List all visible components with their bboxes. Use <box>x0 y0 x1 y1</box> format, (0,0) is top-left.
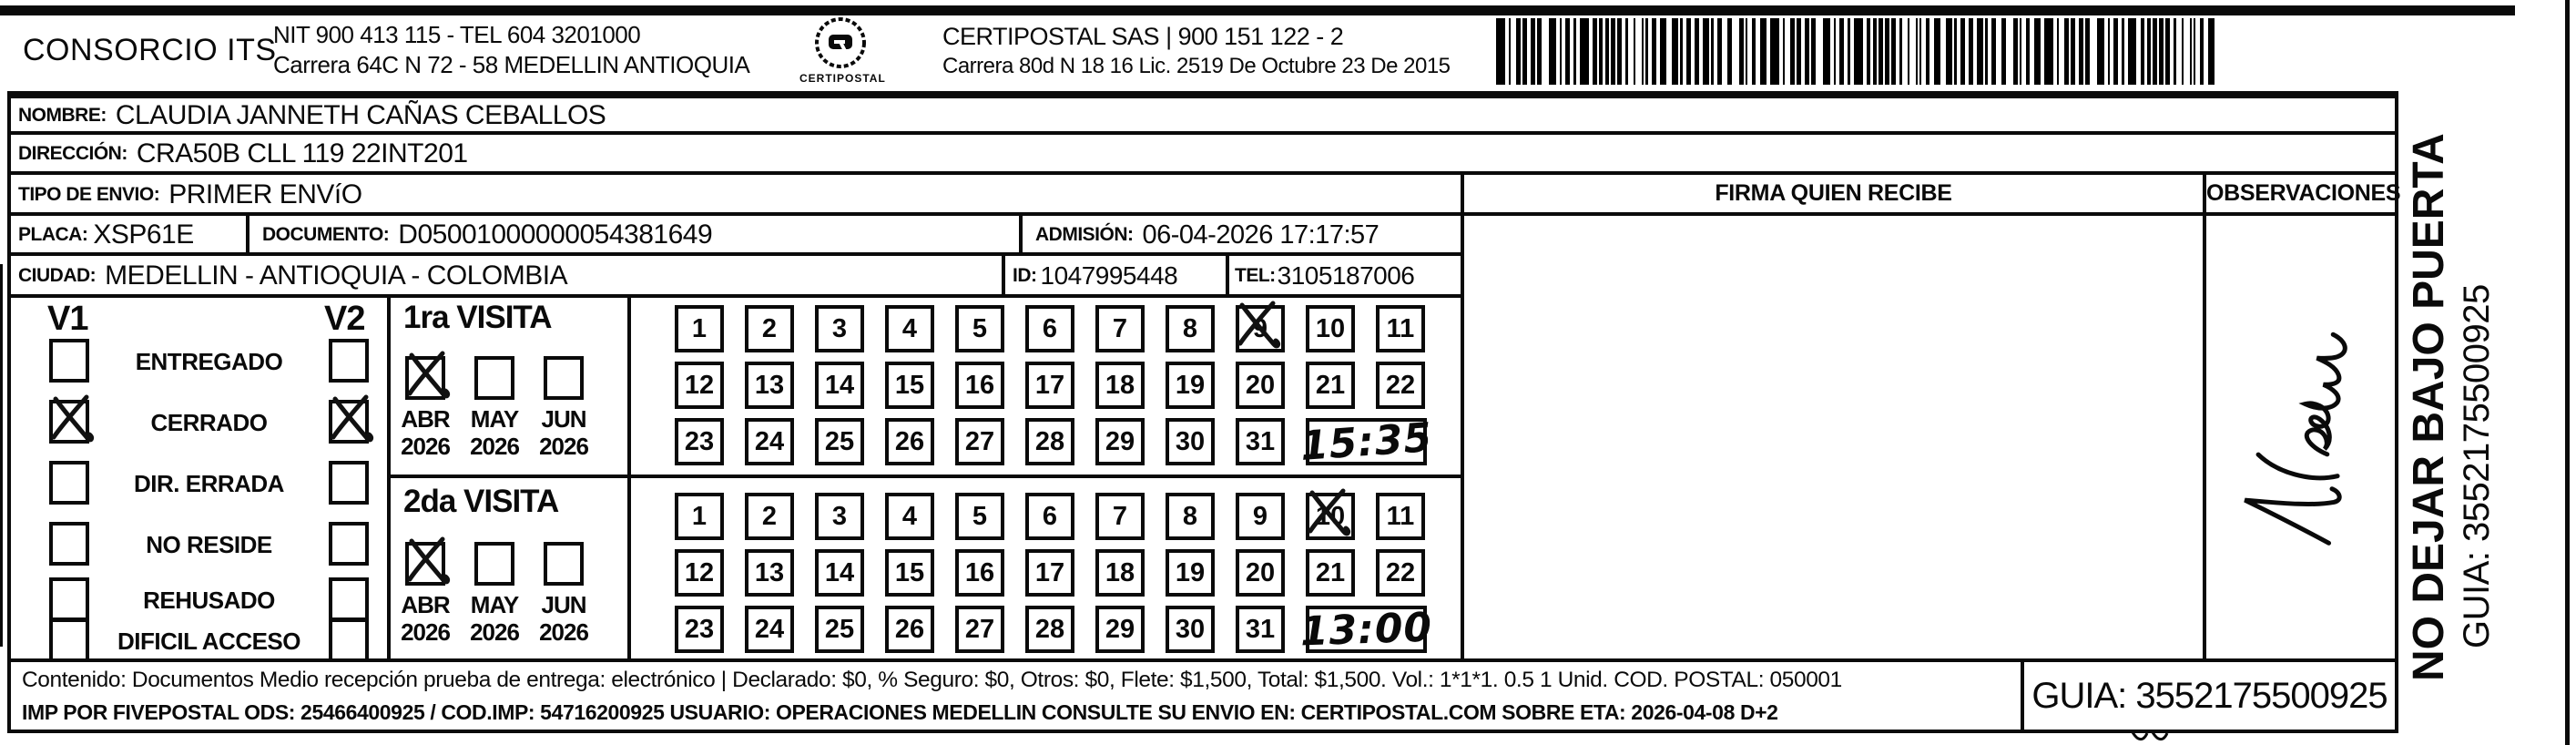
field-placa-value: XSP61E <box>93 219 194 250</box>
day-cell: 8 <box>1166 305 1215 352</box>
barcode-bar <box>2026 18 2031 85</box>
barcode-bar <box>1711 18 1713 85</box>
barcode-bar <box>1496 18 1505 85</box>
status-checkbox-v2-cerrado <box>329 400 369 444</box>
field-tipo-envio <box>7 171 1464 216</box>
company-brand: CONSORCIO ITS <box>23 33 277 67</box>
month-year-label: 2026 <box>470 433 519 460</box>
day-cell: 17 <box>1025 549 1074 597</box>
bottom-scan-mark <box>2131 729 2185 741</box>
day-cell: 27 <box>955 418 1004 465</box>
barcode-bar <box>2190 18 2192 85</box>
day-cell: 30 <box>1166 606 1215 653</box>
firma-body-cell <box>1461 212 2206 662</box>
handwritten-x-mark <box>1303 489 1350 536</box>
day-cell: 23 <box>675 606 724 653</box>
month-label: ABR <box>401 405 450 433</box>
day-cell: 7 <box>1095 305 1145 352</box>
barcode-bar <box>1805 18 1809 85</box>
field-admision-value: 06-04-2026 17:17:57 <box>1142 219 1380 250</box>
day-cell: 22 <box>1376 549 1425 597</box>
observaciones-header-cell <box>2203 171 2401 216</box>
barcode-bar <box>2122 18 2123 85</box>
field-nombre <box>7 91 2398 135</box>
barcode-bar <box>1954 18 1956 85</box>
company-nit-line: NIT 900 413 115 - TEL 604 3201000 <box>273 21 641 48</box>
barcode-bar <box>1899 18 1901 85</box>
day-cell: 24 <box>745 606 794 653</box>
day-cell-crossed: 9 <box>1236 305 1285 352</box>
month-year-label: 2026 <box>401 433 450 460</box>
day-cell: 19 <box>1166 362 1215 409</box>
barcode-bar <box>1599 18 1604 85</box>
visit-time-handwritten: 13:00 <box>1299 603 1433 656</box>
barcode-bar <box>1916 18 1918 85</box>
status-label: ENTREGADO <box>135 348 283 375</box>
field-direccion-label: DIRECCIÓN: <box>18 143 127 164</box>
field-tipo-envio-value: PRIMER ENVíO <box>168 179 362 209</box>
barcode-bar <box>2071 18 2075 85</box>
barcode-bar <box>1985 18 1987 85</box>
day-cell: 2 <box>745 493 794 540</box>
barcode-bar <box>1660 18 1666 85</box>
footer-guia-value: GUIA: 3552175500925 <box>2031 675 2388 716</box>
barcode-bar <box>1686 18 1691 85</box>
barcode-bar <box>1537 18 1542 85</box>
day-cell: 10 <box>1306 305 1355 352</box>
barcode-bar <box>1908 18 1909 85</box>
month-label: JUN <box>541 591 586 618</box>
logo-ring-icon <box>812 15 869 71</box>
barcode-bar <box>1573 18 1575 85</box>
status-label: CERRADO <box>150 409 268 436</box>
barcode-bar <box>1549 18 1555 85</box>
field-id-label: ID: <box>1013 265 1037 286</box>
status-label: DIR. ERRADA <box>134 470 284 497</box>
barcode-bar <box>2034 18 2041 85</box>
barcode-bar <box>1934 18 1940 85</box>
handwritten-x-mark <box>1233 301 1280 349</box>
barcode-bar <box>1522 18 1527 85</box>
barcode-bar <box>1703 18 1709 85</box>
barcode-bar <box>2141 18 2145 85</box>
field-ciudad <box>7 252 1005 298</box>
barcode-bar <box>1652 18 1656 85</box>
day-cell: 7 <box>1095 493 1145 540</box>
barcode-bar <box>1580 18 1589 85</box>
barcode-bar <box>2085 18 2090 85</box>
month-checkbox-may <box>474 356 514 400</box>
barcode-bar <box>2128 18 2137 85</box>
barcode-bar <box>1919 18 1921 85</box>
day-cell: 6 <box>1025 493 1074 540</box>
visit2-day-grid <box>627 475 1464 662</box>
month-checkbox-abr <box>405 542 445 586</box>
barcode-bar <box>1891 18 1896 85</box>
day-cell: 8 <box>1166 493 1215 540</box>
logo-label: CERTIPOSTAL <box>799 72 886 85</box>
month-checkbox-jun <box>544 542 584 586</box>
sidebar-guia: GUIA: 3552175500925 <box>2457 284 2497 648</box>
v1-column-header: V1 <box>47 300 88 338</box>
month-label: JUN <box>541 405 586 433</box>
footer-guia-cell <box>2021 658 2398 733</box>
barcode-bar <box>1977 18 1983 85</box>
barcode-bar <box>1879 18 1883 85</box>
status-label: DIFICIL ACCESO <box>117 628 300 655</box>
field-documento-value: D05001000000054381649 <box>398 219 713 250</box>
field-id <box>1002 252 1229 298</box>
day-cell: 23 <box>675 418 724 465</box>
barcode-bar <box>1839 18 1844 85</box>
day-cell: 18 <box>1095 362 1145 409</box>
barcode-bar <box>1727 18 1732 85</box>
visit-title: 2da VISITA <box>403 484 559 519</box>
month-label: MAY <box>470 405 519 433</box>
field-tel-label: TEL: <box>1235 265 1276 286</box>
barcode-bar <box>1516 18 1521 85</box>
status-checkbox-v1-cerrado <box>49 400 89 444</box>
visit1-day-grid <box>627 294 1464 478</box>
barcode-bar <box>2044 18 2053 85</box>
barcode-bar <box>1811 18 1816 85</box>
day-cell: 25 <box>815 418 864 465</box>
barcode-bar <box>1560 18 1562 85</box>
status-checkbox-v2-entregado <box>329 339 369 383</box>
barcode-bar <box>1790 18 1795 85</box>
footer-content-cell <box>7 658 2024 733</box>
day-cell: 13 <box>745 362 794 409</box>
status-checkbox-v1-rehusado <box>49 577 89 621</box>
day-cell: 24 <box>745 418 794 465</box>
barcode-bar <box>1867 18 1871 85</box>
field-admision <box>1019 212 1464 256</box>
barcode-bar <box>1695 18 1699 85</box>
cert-address: Carrera 80d N 18 16 Lic. 2519 De Octubre 23 De 2015 <box>942 54 1451 78</box>
barcode-bar <box>1593 18 1597 85</box>
day-cell: 4 <box>885 493 934 540</box>
handwritten-x-mark <box>402 537 450 585</box>
field-tipo-envio-label: TIPO DE ENVIO: <box>18 183 160 205</box>
barcode-bar <box>1645 18 1647 85</box>
handwritten-x-mark <box>326 395 373 443</box>
day-cell: 26 <box>885 418 934 465</box>
observaciones-header-label: OBSERVACIONES <box>2206 180 2401 206</box>
month-checkbox-abr <box>405 356 445 400</box>
day-cell: 26 <box>885 606 934 653</box>
field-documento <box>246 212 1023 256</box>
barcode-bar <box>1634 18 1635 85</box>
barcode-bar <box>1509 18 1511 85</box>
field-placa-label: PLACA: <box>18 224 88 245</box>
day-cell: 17 <box>1025 362 1074 409</box>
month-label: MAY <box>470 591 519 618</box>
day-cell-crossed: 10 <box>1306 493 1355 540</box>
field-ciudad-value: MEDELLIN - ANTIOQUIA - COLOMBIA <box>105 260 568 291</box>
day-cell: 29 <box>1095 418 1145 465</box>
day-cell: 13 <box>745 549 794 597</box>
barcode-bar <box>1946 18 1952 85</box>
month-year-label: 2026 <box>470 618 519 646</box>
barcode-bar <box>2001 18 2006 85</box>
day-cell: 11 <box>1376 305 1425 352</box>
visit-time-box <box>1299 603 1433 656</box>
barcode-bar <box>2194 18 2195 85</box>
barcode-bar <box>1717 18 1722 85</box>
footer-contenido: Contenido: Documentos Medio recepción prueba de entrega: electrónico | Declarado: $0, % Seguro: $0, Otros: $0, Flete: $1,500, Total: $1,500. Vol.: 1*1*1. 0.5 1 Unid. COD. POSTAL: 050001 <box>22 668 1842 692</box>
barcode-bar <box>2020 18 2021 85</box>
visit-title: 1ra VISITA <box>403 300 552 335</box>
page-right-edge-line <box>2565 0 2570 745</box>
day-cell: 16 <box>955 549 1004 597</box>
day-cell: 28 <box>1025 418 1074 465</box>
day-cell: 3 <box>815 493 864 540</box>
day-cell: 14 <box>815 549 864 597</box>
day-cell: 5 <box>955 493 1004 540</box>
status-label: REHUSADO <box>143 587 275 614</box>
barcode-bar <box>1672 18 1678 85</box>
barcode-bar <box>1823 18 1829 85</box>
day-cell: 9 <box>1236 493 1285 540</box>
barcode-bar <box>1642 18 1644 85</box>
barcode-bar <box>1797 18 1801 85</box>
certipostal-logo <box>799 15 886 101</box>
visit2-month-panel <box>387 475 631 662</box>
field-documento-label: DOCUMENTO: <box>262 224 390 245</box>
barcode-bar <box>1617 18 1622 85</box>
barcode-bar <box>1746 18 1747 85</box>
month-year-label: 2026 <box>539 618 588 646</box>
top-border-line <box>0 5 2515 15</box>
day-cell: 22 <box>1376 362 1425 409</box>
day-cell: 21 <box>1306 549 1355 597</box>
barcode <box>1496 18 2220 85</box>
field-direccion <box>7 131 2398 175</box>
barcode-bar <box>1873 18 1878 85</box>
day-cell: 1 <box>675 305 724 352</box>
barcode-bar <box>1991 18 1996 85</box>
month-checkbox-jun <box>544 356 584 400</box>
barcode-bar <box>1625 18 1627 85</box>
barcode-bar <box>2097 18 2103 85</box>
status-label: NO RESIDE <box>146 531 272 558</box>
day-cell: 11 <box>1376 493 1425 540</box>
field-admision-label: ADMISIÓN: <box>1035 224 1134 245</box>
barcode-bar <box>2108 18 2110 85</box>
barcode-bar <box>2182 18 2184 85</box>
barcode-bar <box>1969 18 1973 85</box>
barcode-bar <box>2013 18 2018 85</box>
firma-header-cell <box>1461 171 2206 216</box>
month-year-label: 2026 <box>401 618 450 646</box>
visit-time-box <box>1298 413 1434 470</box>
day-cell: 25 <box>815 606 864 653</box>
barcode-bar <box>1680 18 1682 85</box>
company-address-line: Carrera 64C N 72 - 58 MEDELLIN ANTIOQUIA <box>273 51 750 78</box>
barcode-bar <box>2113 18 2118 85</box>
firma-header-label: FIRMA QUIEN RECIBE <box>1715 180 1952 206</box>
status-checkbox-v2-no-reside <box>329 522 369 566</box>
day-cell: 12 <box>675 362 724 409</box>
day-cell: 5 <box>955 305 1004 352</box>
status-checkbox-v2-rehusado <box>329 577 369 621</box>
barcode-bar <box>1605 18 1610 85</box>
barcode-bar <box>1611 18 1615 85</box>
barcode-bar <box>1739 18 1744 85</box>
field-nombre-label: NOMBRE: <box>18 105 107 126</box>
day-cell: 29 <box>1095 606 1145 653</box>
barcode-bar <box>1760 18 1767 85</box>
footer-imp: IMP POR FIVEPOSTAL ODS: 25466400925 / COD.IMP: 54716200925 USUARIO: OPERACIONES MEDELLIN CONSULTE SU ENVIO EN: CERTIPOSTAL.COM SOBRE ETA: 2026-04-08 D+2 <box>22 700 1778 724</box>
handwritten-x-mark <box>46 395 94 443</box>
day-cell: 19 <box>1166 549 1215 597</box>
page-left-edge-line <box>0 264 3 647</box>
day-cell: 27 <box>955 606 1004 653</box>
barcode-bar <box>1770 18 1779 85</box>
v2-column-header: V2 <box>324 300 365 338</box>
barcode-bar <box>1854 18 1863 85</box>
barcode-bar <box>2208 18 2215 85</box>
day-cell: 30 <box>1166 418 1215 465</box>
barcode-bar <box>1848 18 1849 85</box>
field-tel <box>1226 252 1464 298</box>
status-checkbox-v2-dificil-acceso <box>329 618 369 662</box>
day-cell: 6 <box>1025 305 1074 352</box>
barcode-bar <box>2079 18 2083 85</box>
field-id-value: 1047995448 <box>1040 261 1178 290</box>
barcode-bar <box>1885 18 1889 85</box>
field-tel-value: 3105187006 <box>1277 261 1415 290</box>
barcode-bar <box>2200 18 2204 85</box>
barcode-bar <box>2064 18 2069 85</box>
cert-title: CERTIPOSTAL SAS | 900 151 122 - 2 <box>942 23 1344 50</box>
day-cell: 15 <box>885 362 934 409</box>
day-cell: 16 <box>955 362 1004 409</box>
barcode-bar <box>2159 18 2164 85</box>
status-checkbox-v1-dir-errada <box>49 461 89 505</box>
handwritten-x-mark <box>402 352 450 399</box>
visit-time-handwritten: 15:35 <box>1298 413 1434 470</box>
barcode-bar <box>1752 18 1756 85</box>
day-cell: 15 <box>885 549 934 597</box>
field-nombre-value: CLAUDIA JANNETH CAÑAS CEBALLOS <box>115 100 606 130</box>
day-cell: 31 <box>1236 606 1285 653</box>
day-cell: 18 <box>1095 549 1145 597</box>
day-cell: 20 <box>1236 362 1285 409</box>
status-checkbox-v1-entregado <box>49 339 89 383</box>
day-cell: 2 <box>745 305 794 352</box>
status-checkbox-v2-dir-errada <box>329 461 369 505</box>
day-cell: 4 <box>885 305 934 352</box>
barcode-bar <box>1783 18 1785 85</box>
day-cell: 12 <box>675 549 724 597</box>
visit1-month-panel <box>387 294 631 478</box>
status-checkbox-v1-no-reside <box>49 522 89 566</box>
field-ciudad-label: CIUDAD: <box>18 265 97 286</box>
barcode-bar <box>1834 18 1836 85</box>
barcode-bar <box>1565 18 1570 85</box>
day-cell: 28 <box>1025 606 1074 653</box>
barcode-bar <box>2153 18 2157 85</box>
barcode-bar <box>2147 18 2152 85</box>
barcode-bar <box>2165 18 2170 85</box>
month-label: ABR <box>401 591 450 618</box>
day-cell: 3 <box>815 305 864 352</box>
day-cell: 31 <box>1236 418 1285 465</box>
field-direccion-value: CRA50B CLL 119 22INT201 <box>136 138 468 168</box>
barcode-bar <box>2174 18 2175 85</box>
status-checklist-panel <box>7 294 391 662</box>
sidebar-warning: NO DEJAR BAJO PUERTA <box>2405 133 2453 681</box>
status-checkbox-v1-dificil-acceso <box>49 618 89 662</box>
field-placa <box>7 212 249 256</box>
day-cell: 1 <box>675 493 724 540</box>
day-cell: 14 <box>815 362 864 409</box>
day-cell: 21 <box>1306 362 1355 409</box>
barcode-bar <box>2057 18 2059 85</box>
barcode-bar <box>1531 18 1535 85</box>
day-cell: 20 <box>1236 549 1285 597</box>
month-year-label: 2026 <box>539 433 588 460</box>
signature <box>2185 301 2413 574</box>
barcode-bar <box>1926 18 1930 85</box>
barcode-bar <box>1960 18 1965 85</box>
month-checkbox-may <box>474 542 514 586</box>
